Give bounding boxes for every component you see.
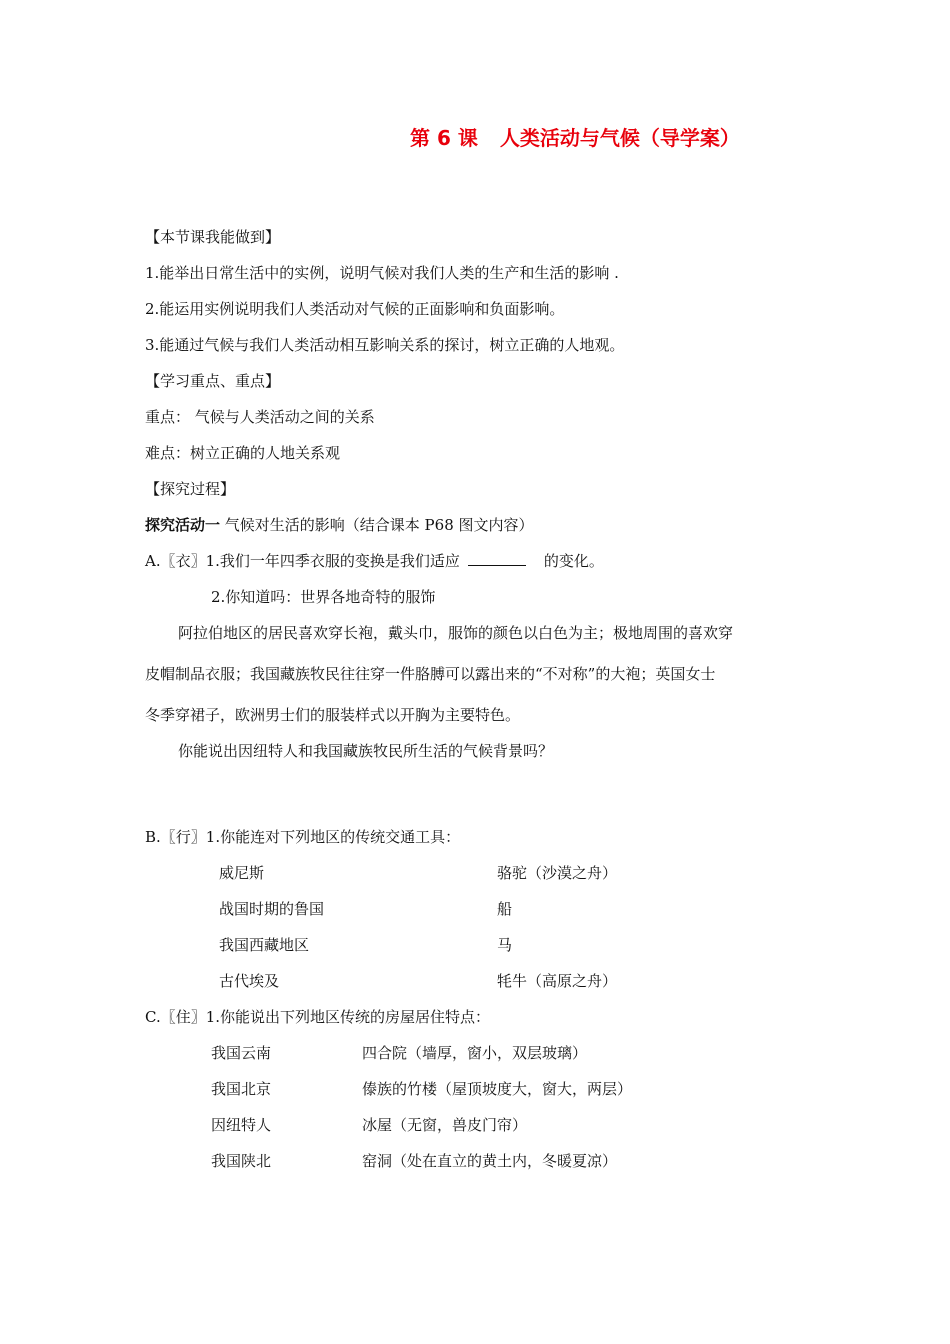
clothing-para-line-2: 皮帽制品衣服；我国藏族牧民往往穿一件胳膊可以露出来的“不对称”的大袍；英国女士: [145, 665, 716, 683]
housing-feature-4: 窑洞（处在直立的黄土内，冬暖夏凉）: [362, 1152, 618, 1170]
housing-region-1: 我国云南: [211, 1044, 272, 1062]
travel-region-2: 战国时期的鲁国: [219, 900, 325, 918]
answer-blank[interactable]: [468, 551, 526, 566]
activity-1-label: 探究活动一: [145, 516, 221, 534]
travel-question: B.〖行〗1.你能连对下列地区的传统交通工具：: [145, 828, 461, 846]
goal-item-2: 2.能运用实例说明我们人类活动对气候的正面影响和负面影响。: [145, 300, 565, 318]
focus-heading: 【学习重点、重点】: [145, 372, 281, 390]
clothing-q1-text: A.〖衣〗1.我们一年四季衣服的变换是我们适应: [145, 552, 460, 570]
housing-feature-1: 四合院（墙厚，窗小，双层玻璃）: [362, 1044, 588, 1062]
clothing-question-1: [145, 551, 604, 571]
housing-question: C.〖住〗1.你能说出下列地区传统的房屋居住特点：: [145, 1008, 491, 1026]
goal-item-1: 1.能举出日常生活中的实例，说明气候对我们人类的生产和生活的影响 .: [145, 264, 619, 282]
page-title: [410, 128, 740, 148]
clothing-para-line-3: 冬季穿裙子，欧洲男士们的服装样式以开胸为主要特色。: [145, 706, 521, 724]
housing-feature-3: 冰屋（无窗，兽皮门帘）: [362, 1116, 528, 1134]
travel-tool-4: 牦牛（高原之舟）: [497, 972, 618, 990]
focus-key-point: 重点： 气候与人类活动之间的关系: [145, 408, 375, 426]
lesson-number: 第 6 课: [410, 126, 478, 150]
process-heading: 【探究过程】: [145, 480, 236, 498]
clothing-q1-end: 的变化。: [543, 552, 604, 570]
clothing-question-3: 你能说出因纽特人和我国藏族牧民所生活的气候背景吗？: [178, 742, 554, 760]
travel-tool-2: 船: [497, 900, 513, 918]
goals-heading: 【本节课我能做到】: [145, 228, 281, 246]
focus-difficulty: 难点：树立正确的人地关系观: [145, 444, 341, 462]
travel-tool-1: 骆驼（沙漠之舟）: [497, 864, 618, 882]
housing-region-3: 因纽特人: [211, 1116, 272, 1134]
travel-tool-3: 马: [497, 936, 513, 954]
activity-1-desc: 气候对生活的影响（结合课本 P68 图文内容）: [220, 516, 534, 534]
travel-region-3: 我国西藏地区: [219, 936, 310, 954]
housing-region-2: 我国北京: [211, 1080, 272, 1098]
housing-region-4: 我国陕北: [211, 1152, 272, 1170]
clothing-para-line-1: 阿拉伯地区的居民喜欢穿长袍，戴头巾，服饰的颜色以白色为主；极地周围的喜欢穿: [178, 624, 734, 642]
travel-region-4: 古代埃及: [219, 972, 280, 990]
lesson-topic: 人类活动与气候（导学案）: [499, 126, 740, 150]
goal-item-3: 3.能通过气候与我们人类活动相互影响关系的探讨，树立正确的人地观。: [145, 336, 625, 354]
housing-feature-2: 傣族的竹楼（屋顶坡度大，窗大，两层）: [362, 1080, 633, 1098]
clothing-question-2: 2.你知道吗：世界各地奇特的服饰: [211, 588, 436, 606]
activity-1: [145, 515, 534, 535]
travel-region-1: 威尼斯: [219, 864, 265, 882]
